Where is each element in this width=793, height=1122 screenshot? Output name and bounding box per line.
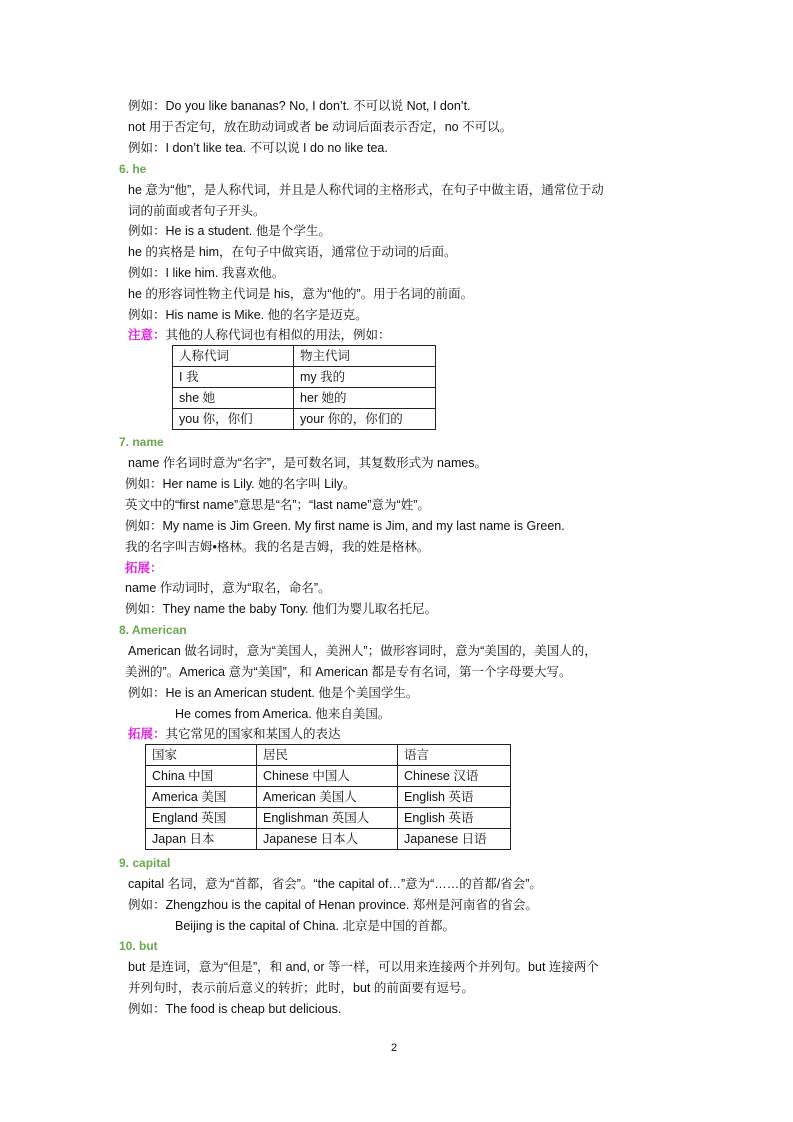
table-cell: you 你，你们 <box>173 409 294 430</box>
example-line: He comes from America. 他来自美国。 <box>175 707 391 721</box>
text-line: 词的前面或者句子开头。 <box>128 204 266 218</box>
table-header-cell: 居民 <box>257 745 398 766</box>
extension-label: 拓展： <box>125 561 163 575</box>
example-line: Beijing is the capital of China. 北京是中国的首都。 <box>175 919 455 933</box>
table-cell: she 她 <box>173 388 294 409</box>
section-heading-american: 8. American <box>119 623 187 637</box>
table-cell: her 她的 <box>294 388 436 409</box>
note-label: 注意： <box>128 328 166 342</box>
table-row <box>173 409 436 430</box>
example-line: 例如：My name is Jim Green. My first name is Jim, and my last name is Green. <box>125 519 565 533</box>
table-row <box>146 766 511 787</box>
table-row <box>146 829 511 850</box>
section-heading-but: 10. but <box>119 939 158 953</box>
table-header-cell: 物主代词 <box>294 346 436 367</box>
example-line: 例如：The food is cheap but delicious. <box>128 1002 342 1016</box>
example-line: 例如：They name the baby Tony. 他们为婴儿取名托尼。 <box>125 602 438 616</box>
text-line: not 用于否定句，放在助动词或者 be 动词后面表示否定，no 不可以。 <box>128 120 513 134</box>
text-line: capital 名词，意为“首都，省会”。“the capital of…”意为“……的首都/省会”。 <box>128 877 542 891</box>
text-line: 我的名字叫吉姆•格林。我的名是吉姆，我的姓是格林。 <box>125 540 430 554</box>
table-cell: American 美国人 <box>257 787 398 808</box>
example-line: 例如：I don’t like tea. 不可以说 I do no like tea. <box>128 141 388 155</box>
table-cell: your 你的，你们的 <box>294 409 436 430</box>
table-cell: English 英语 <box>398 787 511 808</box>
text-line: name 作名词时意为“名字”，是可数名词，其复数形式为 names。 <box>128 456 488 470</box>
table-header-cell: 国家 <box>146 745 257 766</box>
table-cell: English 英语 <box>398 808 511 829</box>
table-cell: Chinese 中国人 <box>257 766 398 787</box>
table-cell: Englishman 英国人 <box>257 808 398 829</box>
table-cell: Japanese 日语 <box>398 829 511 850</box>
table-cell: Japanese 日本人 <box>257 829 398 850</box>
example-line: 例如：I like him. 我喜欢他。 <box>128 266 285 280</box>
table-cell: Chinese 汉语 <box>398 766 511 787</box>
text-line: he 的形容词性物主代词是 his，意为“他的”。用于名词的前面。 <box>128 287 474 301</box>
section-heading-he: 6. he <box>119 162 147 176</box>
text-line: he 意为“他”，是人称代词，并且是人称代词的主格形式，在句子中做主语，通常位于动 <box>128 183 604 197</box>
table-header-cell: 人称代词 <box>173 346 294 367</box>
table-cell: my 我的 <box>294 367 436 388</box>
section-heading-name: 7. name <box>119 435 164 449</box>
text-line: 英文中的“first name”意思是“名”；“last name”意为“姓”。 <box>125 498 430 512</box>
table-cell: I 我 <box>173 367 294 388</box>
example-line: 例如：Do you like bananas? No, I don’t. 不可以说 Not, I don’t. <box>128 99 471 113</box>
section-heading-capital: 9. capital <box>119 856 171 870</box>
example-line: 例如：He is a student. 他是个学生。 <box>128 224 331 238</box>
table-header-row <box>146 745 511 766</box>
text-line: name 作动词时，意为“取名，命名”。 <box>125 581 331 595</box>
table-row <box>146 808 511 829</box>
table-cell: England 英国 <box>146 808 257 829</box>
example-line: 例如：His name is Mike. 他的名字是迈克。 <box>128 308 368 322</box>
example-line: 例如：Her name is Lily. 她的名字叫 Lily。 <box>125 477 356 491</box>
text-line: 美洲的”。America 意为“美国”，和 American 都是专有名词，第一个字母要大写。 <box>125 665 572 679</box>
text-line: he 的宾格是 him，在句子中做宾语，通常位于动词的后面。 <box>128 245 457 259</box>
note-line <box>128 327 391 343</box>
table-cell: China 中国 <box>146 766 257 787</box>
table-row <box>173 388 436 409</box>
page-number: 2 <box>391 1042 398 1054</box>
table-header-cell: 语言 <box>398 745 511 766</box>
text-line: 并列句时，表示前后意义的转折；此时，but 的前面要有逗号。 <box>128 981 474 995</box>
country-table <box>145 744 511 850</box>
text-line: but 是连词，意为“但是”，和 and, or 等一样，可以用来连接两个并列句。but 连接两个 <box>128 960 599 974</box>
table-header-row <box>173 346 436 367</box>
table-cell: Japan 日本 <box>146 829 257 850</box>
example-line: 例如：Zhengzhou is the capital of Henan province. 郑州是河南省的省会。 <box>128 898 538 912</box>
table-row <box>173 367 436 388</box>
table-row <box>146 787 511 808</box>
extension-label: 拓展： <box>128 727 166 741</box>
table-cell: America 美国 <box>146 787 257 808</box>
pronoun-table <box>172 345 436 430</box>
note-text: 其他的人称代词也有相似的用法，例如： <box>165 328 391 342</box>
text-line: American 做名词时，意为“美国人，美洲人”；做形容词时，意为“美国的，美国人的， <box>128 644 597 658</box>
extension-line <box>128 726 341 742</box>
extension-text: 其它常见的国家和某国人的表达 <box>165 727 341 741</box>
example-line: 例如：He is an American student. 他是个美国学生。 <box>128 686 419 700</box>
